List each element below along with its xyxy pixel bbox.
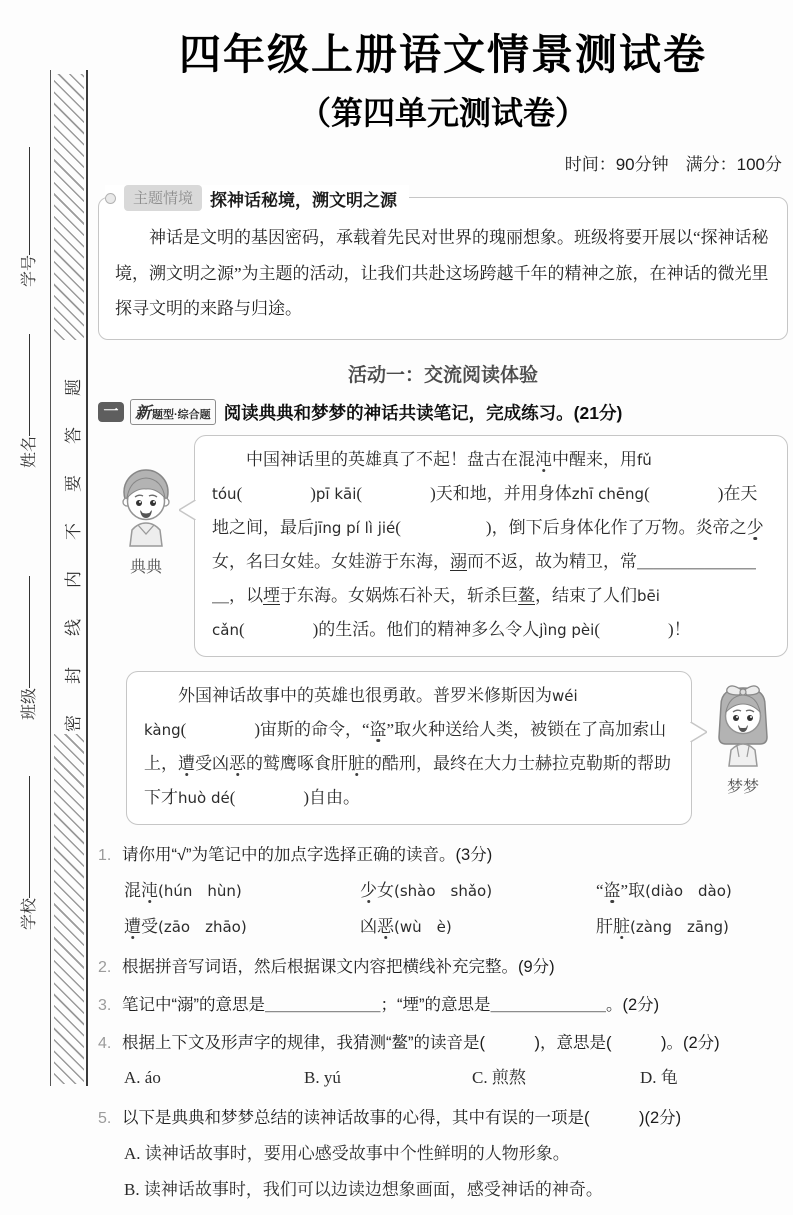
page-subtitle: （第四单元测试卷） <box>298 95 587 131</box>
text-segment: ( )在天地之间，最后 <box>212 484 758 538</box>
exam-meta: 时间：90分钟 满分：100分 <box>564 155 782 174</box>
text-segment: 少 <box>746 518 764 538</box>
hatch-pattern-bottom <box>54 734 84 1084</box>
text-segment: 脏 <box>613 917 630 937</box>
question-3 <box>98 989 788 1021</box>
text-segment: 盗 <box>603 881 621 901</box>
text-segment: 恶 <box>377 917 394 937</box>
theme-box <box>98 190 788 340</box>
text-segment: 外国神话故事中的英雄也很勇敢。普罗米修斯因为 <box>178 686 552 706</box>
question-1 <box>98 839 788 945</box>
text-segment: wéi kàng <box>144 687 578 740</box>
school-label: 学校 <box>21 897 38 930</box>
option-item: B. 读神话故事时，我们可以边读边想象画面，感受神话的神奇。 <box>124 1180 603 1200</box>
speech-bubble-mengmeng <box>126 671 692 825</box>
student-id-blank <box>27 147 30 255</box>
student-id-label: 学号 <box>21 254 38 287</box>
text-segment: 女 <box>377 881 394 901</box>
text-segment: 女，名曰女娃。女娃游于东海， <box>212 552 450 572</box>
boy-avatar-icon <box>110 467 182 547</box>
text-segment: 中醒来，用 <box>552 450 637 470</box>
option-item: D. 龟 <box>640 1068 678 1088</box>
paper-content <box>98 0 788 1215</box>
bubble-tail-right <box>690 722 707 742</box>
speaker-name: 典典 <box>129 559 162 577</box>
question-number: 5. <box>98 1109 112 1127</box>
question-stem: 以下是典典和梦梦总结的读神话故事的心得，其中有误的一项是( )(2分) <box>122 1108 682 1127</box>
class-label: 班级 <box>21 687 38 720</box>
word-choice-item <box>596 913 788 940</box>
option-item: A. áo <box>124 1068 161 1088</box>
seal-border-outer <box>86 70 88 1086</box>
page-title: 四年级上册语文情景测试卷 <box>178 31 707 78</box>
question-stem: 根据拼音写词语，然后根据课文内容把横线补充完整。(9分) <box>122 957 555 976</box>
text-segment: (zàng zāng) <box>630 918 729 937</box>
text-segment: 受 <box>141 917 158 937</box>
text-segment: jìng pèi <box>539 621 595 640</box>
text-segment: 的鹫鹰啄食肝 <box>246 754 348 774</box>
theme-badge: 主题情境 <box>124 185 202 211</box>
question-stem: 请你用“√”为笔记中的加点字选择正确的读音。(3分) <box>122 846 493 865</box>
word-choice-item <box>596 877 788 904</box>
text-segment: (diào dào) <box>645 882 732 901</box>
text-segment: ( )宙斯的命令，“ <box>180 720 370 740</box>
text-segment: pī kāi <box>315 485 357 504</box>
text-segment: 肝 <box>596 917 613 937</box>
seal-margin <box>0 0 98 1122</box>
seal-border-inner <box>50 70 51 1086</box>
bubble-tail-left <box>179 500 196 520</box>
section-number-badge: 一 <box>98 402 124 422</box>
word-choice-item <box>124 913 360 940</box>
theme-title: 探神话秘境，溯文明之源 <box>210 190 398 210</box>
note-row-diandian <box>98 435 788 657</box>
question-number: 2. <box>98 958 112 976</box>
text-segment: 恶 <box>229 754 246 774</box>
text-segment: ”取火种送给人类，被锁在了高加索山上， <box>144 720 667 774</box>
text-segment: (shào shǎo) <box>394 882 493 901</box>
pronunciation-choice-grid <box>124 877 788 940</box>
text-segment: ( )天和地，并用身体 <box>356 484 572 504</box>
question-5 <box>98 1102 788 1209</box>
text-segment: ( )自由。 <box>229 788 361 808</box>
option-item: C. 煎熬 <box>472 1068 526 1088</box>
girl-avatar-icon <box>707 681 779 767</box>
activity-heading: 活动一：交流阅读体验 <box>347 365 538 387</box>
name-field <box>16 334 39 468</box>
type-badge-rest: 题型·综合题 <box>152 409 211 422</box>
text-segment: 凶 <box>360 917 377 937</box>
question-number: 3. <box>98 996 112 1014</box>
text-segment: 脏 <box>348 754 365 774</box>
text-segment: 的酷刑，最终在大力士赫拉克勒斯的帮助下才 <box>144 754 671 808</box>
section-stem: 阅读典典和梦梦的神话共读笔记，完成练习。(21分) <box>223 402 623 423</box>
text-segment: 遭 <box>124 917 141 937</box>
text-segment: 鳌 <box>518 586 535 606</box>
question-4-options <box>124 1063 788 1094</box>
question-5-options <box>124 1136 788 1209</box>
note-text-diandian <box>212 443 770 647</box>
text-segment: huò dé <box>178 789 230 808</box>
question-stem: 根据上下文及形声字的规律，我猜测“鳌”的读音是( )，意思是( )。(2分) <box>122 1033 720 1052</box>
question-number: 4. <box>98 1034 112 1052</box>
text-segment: 中国神话里的英雄真了不起！盘古在混 <box>246 450 535 470</box>
note-text-mengmeng <box>144 679 674 815</box>
text-segment: ( )，倒下后身体化作了万物。炎帝之 <box>395 518 747 538</box>
text-segment: 混 <box>124 881 141 901</box>
question-4 <box>98 1027 788 1096</box>
school-blank <box>27 776 30 898</box>
speech-bubble-diandian <box>194 435 788 657</box>
hatch-pattern-top <box>54 74 84 340</box>
class-field <box>16 576 39 720</box>
theme-header <box>105 185 409 211</box>
text-segment: 少 <box>360 881 377 901</box>
question-stem: 笔记中“溺”的意思是＿＿＿＿＿＿＿；“堙”的意思是＿＿＿＿＿＿＿。(2分) <box>122 995 660 1014</box>
type-badge-prefix: 新 <box>135 405 152 423</box>
text-segment: bēi cǎn <box>212 587 660 640</box>
speaker-diandian <box>98 435 194 657</box>
text-segment: 堙 <box>263 586 280 606</box>
school-field <box>16 776 39 930</box>
theme-body-text: 神话是文明的基因密码，承载着先民对世界的瑰丽想象。班级将要开展以“探神话秘境，溯文明之源”为主题的活动，让我们共赴这场跨越千年的精神之旅，在神话的微光里探寻文明的来路与归途。 <box>115 228 769 319</box>
text-segment: (zāo zhāo) <box>158 918 247 937</box>
text-segment: 遭 <box>178 754 195 774</box>
seal-warning-text: 密封线内不要答题 <box>64 348 83 732</box>
text-segment: 受凶 <box>195 754 229 774</box>
text-segment: ，结束了人们 <box>535 586 637 606</box>
text-segment: 溺 <box>450 552 467 572</box>
text-segment: (hún hùn) <box>158 882 242 901</box>
speaker-mengmeng <box>698 671 788 825</box>
question-list <box>98 839 788 1209</box>
word-choice-item <box>360 877 596 904</box>
text-segment: ”取 <box>620 881 646 901</box>
question-number: 1. <box>98 847 112 865</box>
bullet-circle-icon <box>105 193 116 204</box>
student-id-field <box>16 147 39 287</box>
name-label: 姓名 <box>21 435 38 468</box>
word-choice-item <box>124 877 360 904</box>
option-item: B. yú <box>304 1068 341 1088</box>
name-blank <box>27 334 30 436</box>
text-segment: 盗 <box>369 720 387 740</box>
speaker-name: 梦梦 <box>726 779 759 797</box>
question-2 <box>98 951 788 983</box>
text-segment: fǔ tóu <box>212 451 652 504</box>
word-choice-item <box>360 913 596 940</box>
question-type-badge <box>130 399 216 425</box>
text-segment: 沌 <box>141 881 158 901</box>
text-segment: 而不返，故为精卫，常＿＿＿＿＿＿＿＿，以 <box>212 552 756 606</box>
class-blank <box>27 576 30 688</box>
text-segment: 沌 <box>535 450 552 470</box>
text-segment: ( )！ <box>594 620 691 640</box>
text-segment: “ <box>596 881 604 901</box>
option-item: A. 读神话故事时，要用心感受故事中个性鲜明的人物形象。 <box>124 1143 570 1163</box>
text-segment: zhī chēng <box>571 485 645 504</box>
section-header <box>98 399 788 425</box>
text-segment: (wù è) <box>394 918 452 937</box>
text-segment: 于东海。女娲炼石补天，斩杀巨 <box>280 586 518 606</box>
text-segment: ( )的生活。他们的精神多么令人 <box>238 620 540 640</box>
text-segment: jīng pí lì jié <box>314 519 396 538</box>
text-segment: ( ) <box>236 484 316 504</box>
note-row-mengmeng <box>98 671 788 825</box>
